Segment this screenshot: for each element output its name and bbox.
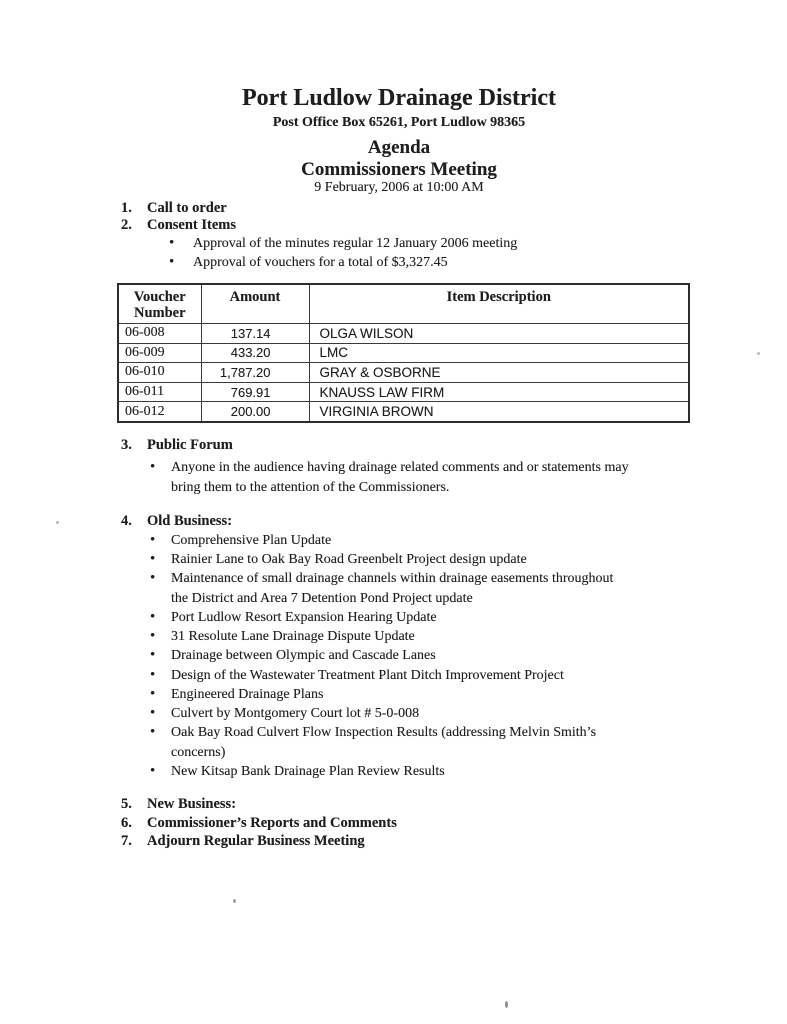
agenda-item-consent-items — [121, 216, 236, 234]
bullet-text: New Kitsap Bank Drainage Plan Review Results — [171, 764, 445, 779]
bullet-icon: • — [150, 570, 156, 586]
bullet-text-line: Oak Bay Road Culvert Flow Inspection Results (addressing Melvin Smith’s — [171, 725, 597, 740]
bullet-text: Approval of the minutes regular 12 January 2006 meeting — [193, 236, 518, 251]
bullet-text: Approval of vouchers for a total of $3,327.45 — [193, 255, 448, 270]
column-header-voucher-number: Voucher Number — [118, 284, 201, 324]
bullet-icon: • — [169, 254, 175, 270]
voucher-number-cell: 06-009 — [118, 343, 201, 363]
bullet-text: 31 Resolute Lane Drainage Dispute Update — [171, 629, 415, 644]
old-business-bullet — [150, 685, 323, 704]
scan-speck — [505, 1001, 508, 1008]
voucher-table — [117, 283, 690, 423]
bullet-icon: • — [169, 235, 175, 251]
amount-cell: 433.20 — [201, 343, 309, 363]
bullet-text: Drainage between Olympic and Cascade Lanes — [171, 648, 436, 663]
scan-speck — [757, 352, 760, 355]
table-row — [118, 402, 689, 422]
bullet-text-line: Anyone in the audience having drainage related comments and or statements may — [171, 460, 629, 475]
description-cell: VIRGINIA BROWN — [309, 402, 689, 422]
description-cell: GRAY & OSBORNE — [309, 363, 689, 383]
item-label: Consent Items — [147, 217, 237, 233]
table-header-row — [118, 284, 689, 324]
table-row — [118, 382, 689, 402]
bullet-text-line: bring them to the attention of the Commissioners. — [171, 479, 450, 495]
old-business-bullet — [150, 531, 331, 550]
item-label: New Business: — [147, 796, 237, 812]
doc-address: Post Office Box 65261, Port Ludlow 98365 — [272, 115, 526, 130]
doc-type-agenda: Agenda — [367, 137, 431, 158]
bullet-icon: • — [150, 724, 156, 740]
description-cell: LMC — [309, 343, 689, 363]
bullet-icon: • — [150, 609, 156, 625]
agenda-item-call-to-order — [121, 199, 227, 217]
old-business-bullet — [150, 550, 527, 569]
bullet-icon: • — [150, 551, 156, 567]
bullet-text: Design of the Wastewater Treatment Plant Ditch Improvement Project — [171, 668, 564, 683]
bullet-icon: • — [150, 532, 156, 548]
doc-title: Port Ludlow Drainage District — [242, 85, 556, 111]
item-label: Adjourn Regular Business Meeting — [147, 833, 365, 849]
meeting-name: Commissioners Meeting — [301, 159, 497, 180]
table-row — [118, 324, 689, 344]
item-number: 1. — [121, 200, 132, 216]
description-cell: OLGA WILSON — [309, 324, 689, 344]
voucher-number-cell: 06-010 — [118, 363, 201, 383]
scan-speck — [56, 521, 59, 524]
bullet-icon: • — [150, 667, 156, 683]
bullet-text: Culvert by Montgomery Court lot # 5-0-008 — [171, 706, 420, 721]
old-business-bullet — [150, 608, 437, 627]
bullet-text: Engineered Drainage Plans — [171, 687, 324, 702]
item-number: 7. — [121, 833, 132, 849]
item-number: 4. — [121, 513, 132, 529]
agenda-item-new-business — [121, 795, 236, 813]
item-number: 6. — [121, 815, 132, 831]
voucher-number-cell: 06-012 — [118, 402, 201, 422]
bullet-text-line: Maintenance of small drainage channels within drainage easements throughout — [171, 571, 614, 586]
consent-bullet — [169, 234, 517, 253]
item-label: Commissioner’s Reports and Comments — [147, 815, 397, 831]
table-row — [118, 363, 689, 383]
amount-cell: 769.91 — [201, 382, 309, 402]
column-header-item-description: Item Description — [309, 284, 689, 324]
agenda-item-public-forum — [121, 436, 233, 454]
voucher-number-cell: 06-008 — [118, 324, 201, 344]
item-label: Old Business: — [147, 513, 233, 529]
old-business-bullet — [150, 569, 613, 608]
bullet-text: Port Ludlow Resort Expansion Hearing Update — [171, 610, 437, 625]
item-number: 3. — [121, 437, 132, 453]
item-number: 2. — [121, 217, 132, 233]
old-business-bullet — [150, 762, 445, 781]
column-header-amount: Amount — [201, 284, 309, 324]
old-business-bullet — [150, 723, 596, 762]
public-forum-bullet — [150, 458, 629, 497]
voucher-number-cell: 06-011 — [118, 382, 201, 402]
bullet-text-line: concerns) — [171, 744, 226, 760]
scan-speck — [233, 899, 236, 903]
description-cell: KNAUSS LAW FIRM — [309, 382, 689, 402]
bullet-icon: • — [150, 647, 156, 663]
agenda-item-commissioners-reports — [121, 814, 397, 832]
bullet-icon: • — [150, 628, 156, 644]
agenda-item-adjourn — [121, 832, 365, 850]
old-business-bullet — [150, 646, 436, 665]
meeting-datetime: 9 February, 2006 at 10:00 AM — [314, 180, 484, 195]
bullet-text-line: the District and Area 7 Detention Pond Project update — [171, 590, 473, 606]
item-label: Call to order — [147, 200, 227, 216]
bullet-icon: • — [150, 763, 156, 779]
bullet-text: Rainier Lane to Oak Bay Road Greenbelt Project design update — [171, 552, 527, 567]
table-row — [118, 343, 689, 363]
old-business-bullet — [150, 704, 419, 723]
amount-cell: 137.14 — [201, 324, 309, 344]
old-business-bullet — [150, 666, 564, 685]
item-number: 5. — [121, 796, 132, 812]
consent-bullet — [169, 253, 448, 272]
bullet-icon: • — [150, 686, 156, 702]
bullet-icon: • — [150, 459, 156, 475]
old-business-bullet — [150, 627, 415, 646]
amount-cell: 200.00 — [201, 402, 309, 422]
amount-cell: 1,787.20 — [201, 363, 309, 383]
agenda-item-old-business — [121, 512, 232, 530]
bullet-icon: • — [150, 705, 156, 721]
item-label: Public Forum — [147, 437, 233, 453]
bullet-text: Comprehensive Plan Update — [171, 533, 332, 548]
